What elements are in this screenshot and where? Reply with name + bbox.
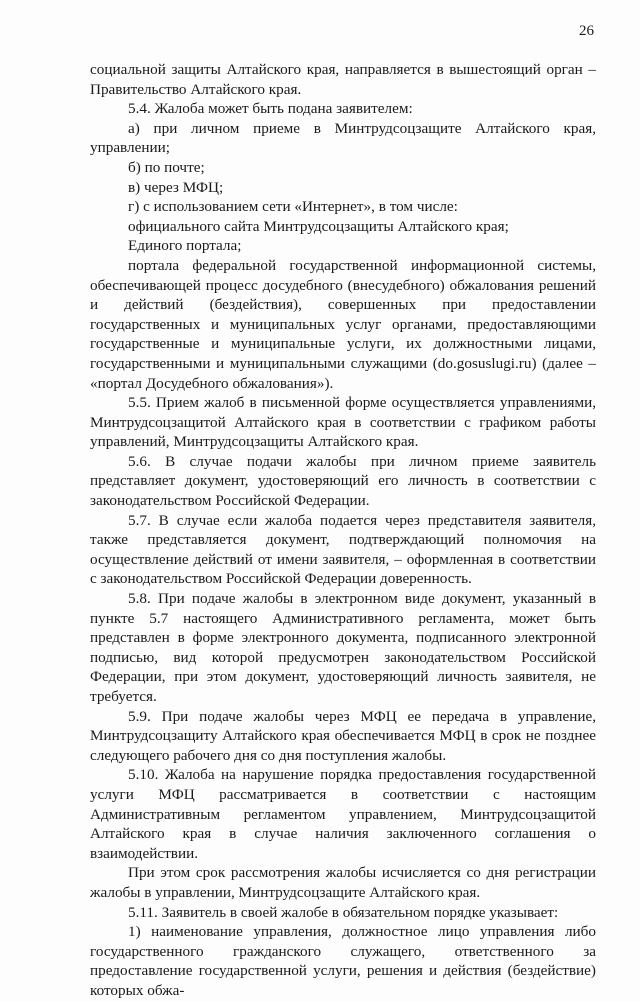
paragraph: 5.10. Жалоба на нарушение порядка предоставления государственной услуги МФЦ рассматривается в соответствии с настоящим Административным регламентом управлением, Минтрудсоцзащитой Алтайского края в случае наличия заключенного соглашения о взаимодействии. bbox=[90, 766, 596, 862]
paragraph: социальной защиты Алтайского края, направляется в вышестоящий орган – Правительство Алтайского края. bbox=[90, 61, 596, 98]
paragraph: портала федеральной государственной информационной системы, обеспечивающей процесс досудебного (внесудебного) обжалования решений и действий (бездействия), совершенных при предоставлении государственных и муниципальных услуг органами, предоставляющими государственные и муниципальные услуги, их должностными лицами, государственными и муниципальными служащими (do.gosuslugi.ru) (далее – «портал Досудебного обжалования»). bbox=[90, 256, 596, 392]
paragraph: а) при личном приеме в Минтрудсоцзащите Алтайского края, управлении; bbox=[90, 119, 596, 157]
paragraph: г) с использованием сети «Интернет», в том числе: bbox=[128, 198, 458, 216]
paragraph: 1) наименование управления, должностное лицо управления либо государственного гражданского служащего, ответственного за предоставление государственной услуги, решения и действия (бездействие) которых обжа- bbox=[90, 923, 596, 999]
paragraph: Единого портала; bbox=[128, 237, 242, 255]
page-number: 26 bbox=[579, 23, 594, 39]
paragraph: 5.5. Прием жалоб в письменной форме осуществляется управлениями, Минтрудсоцзащитой Алтайского края в соответствии с графиком работы управлений, Минтрудсоцзащиты Алтайского края. bbox=[90, 394, 596, 451]
paragraph: При этом срок рассмотрения жалобы исчисляется со дня регистрации жалобы в управлении, Минтрудсоцзащите Алтайского края. bbox=[90, 864, 596, 901]
paragraph: 5.7. В случае если жалоба подается через представителя заявителя, также представляется документ, подтверждающий полномочия на осуществление действий от имени заявителя, – оформленная в соответствии с законодательством Российской Федерации доверенность. bbox=[90, 511, 596, 588]
paragraph: 5.11. Заявитель в своей жалобе в обязательном порядке указывает: bbox=[128, 903, 559, 921]
paragraph: 5.9. При подаче жалобы через МФЦ ее передача в управление, Минтрудсоцзащиту Алтайского края обеспечивается МФЦ в срок не позднее следующего рабочего дня со дня поступления жалобы. bbox=[90, 707, 596, 764]
paragraph: б) по почте; bbox=[128, 158, 205, 176]
document-body bbox=[90, 60, 596, 1001]
paragraph: 5.8. При подаче жалобы в электронном виде документ, указанный в пункте 5.7 настоящего Административного регламента, может быть представлен в форме электронного документа, подписанного электронной подписью, вид которой предусмотрен законодательством Российской Федерации, при этом документ, удостоверяющий личность заявителя, не требуется. bbox=[90, 590, 596, 705]
paragraph: 5.4. Жалоба может быть подана заявителем: bbox=[128, 100, 413, 118]
paragraph: 5.6. В случае подачи жалобы при личном приеме заявитель представляет документ, удостоверяющий его личность в соответствии с законодательством Российской Федерации. bbox=[90, 452, 596, 510]
paragraph: официального сайта Минтрудсоцзащиты Алтайского края; bbox=[128, 217, 509, 235]
paragraph: в) через МФЦ; bbox=[128, 178, 224, 196]
